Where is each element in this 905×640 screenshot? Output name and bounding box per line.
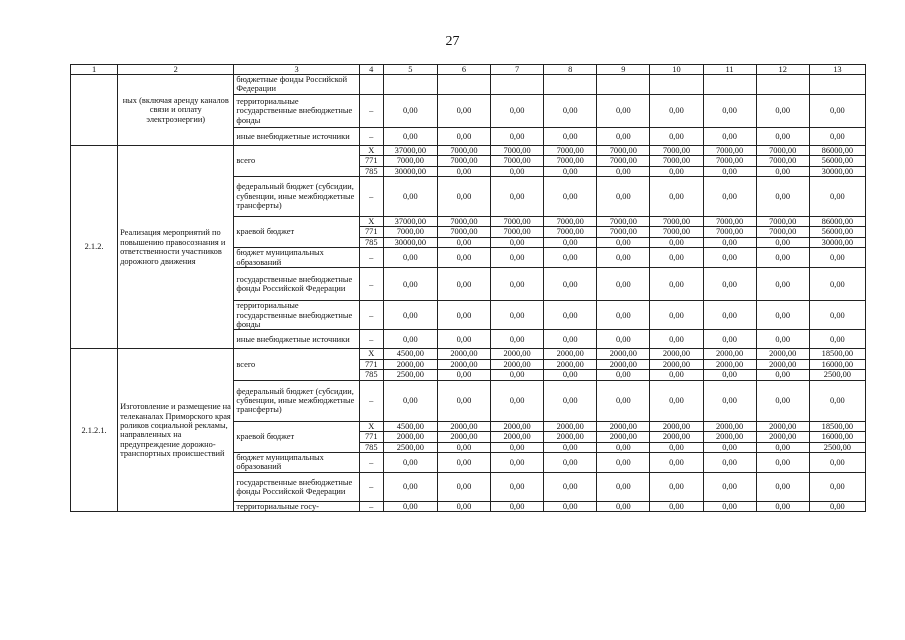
col-header: 6 — [437, 65, 490, 75]
year-value: 0,00 — [544, 442, 597, 452]
year-value: 0,00 — [703, 127, 756, 145]
year-value: 0,00 — [650, 330, 703, 349]
year-value: 2000,00 — [650, 421, 703, 431]
budget-code: – — [359, 472, 383, 501]
year-value: 0,00 — [756, 127, 809, 145]
year-value: 0,00 — [756, 380, 809, 421]
year-value: 0,00 — [383, 127, 437, 145]
budget-code: 785 — [359, 370, 383, 380]
year-value: 0,00 — [597, 237, 650, 247]
year-value: 2000,00 — [544, 432, 597, 442]
year-value: 0,00 — [756, 237, 809, 247]
funding-source: территориальные государственные внебюджетные фонды — [234, 94, 359, 127]
year-value: 2000,00 — [703, 349, 756, 359]
year-value: 0,00 — [597, 330, 650, 349]
year-value: 0,00 — [437, 501, 490, 511]
col-header: 2 — [118, 65, 234, 75]
year-value: 0,00 — [650, 248, 703, 268]
budget-code: – — [359, 177, 383, 217]
year-value: 7000,00 — [703, 217, 756, 227]
year-value: 0,00 — [383, 472, 437, 501]
total-value: 30000,00 — [809, 237, 865, 247]
year-value: 0,00 — [756, 452, 809, 472]
total-value: 86000,00 — [809, 145, 865, 155]
year-value: 37000,00 — [383, 145, 437, 155]
year-value: 0,00 — [383, 177, 437, 217]
col-header: 3 — [234, 65, 359, 75]
total-value: 0,00 — [809, 248, 865, 268]
year-value: 2000,00 — [756, 349, 809, 359]
budget-code: – — [359, 380, 383, 421]
col-header: 5 — [383, 65, 437, 75]
budget-code: 785 — [359, 442, 383, 452]
year-value: 0,00 — [650, 370, 703, 380]
year-value: 2000,00 — [437, 432, 490, 442]
total-value: 0,00 — [809, 330, 865, 349]
year-value: 0,00 — [544, 301, 597, 330]
budget-code: 771 — [359, 359, 383, 369]
year-value: 30000,00 — [383, 237, 437, 247]
year-value: 0,00 — [437, 177, 490, 217]
year-value: 2000,00 — [491, 349, 544, 359]
budget-code: – — [359, 268, 383, 301]
year-value: 2000,00 — [597, 421, 650, 431]
funding-source: краевой бюджет — [234, 421, 359, 452]
year-value: 0,00 — [597, 94, 650, 127]
year-value: 2000,00 — [756, 432, 809, 442]
year-value: 0,00 — [544, 248, 597, 268]
year-value: 0,00 — [544, 177, 597, 217]
year-value: 0,00 — [383, 301, 437, 330]
year-value: 7000,00 — [756, 227, 809, 237]
col-header: 1 — [71, 65, 118, 75]
total-value: 16000,00 — [809, 432, 865, 442]
total-value: 0,00 — [809, 452, 865, 472]
year-value: 2000,00 — [491, 432, 544, 442]
year-value: 0,00 — [544, 237, 597, 247]
year-value: 7000,00 — [756, 145, 809, 155]
total-value: 2500,00 — [809, 442, 865, 452]
header-row — [71, 65, 866, 75]
funding-source: бюджетные фонды Российской Федерации — [234, 75, 359, 95]
year-value: 0,00 — [491, 94, 544, 127]
budget-code: Х — [359, 349, 383, 359]
year-value: 0,00 — [703, 94, 756, 127]
year-value — [650, 75, 703, 95]
year-value: 2000,00 — [544, 421, 597, 431]
year-value: 0,00 — [544, 330, 597, 349]
col-header: 12 — [756, 65, 809, 75]
year-value: 0,00 — [437, 380, 490, 421]
budget-code: 785 — [359, 166, 383, 176]
total-value: 0,00 — [809, 472, 865, 501]
year-value: 0,00 — [437, 330, 490, 349]
total-value: 0,00 — [809, 501, 865, 511]
year-value — [756, 75, 809, 95]
year-value: 2000,00 — [597, 349, 650, 359]
year-value: 0,00 — [437, 472, 490, 501]
year-value: 0,00 — [597, 177, 650, 217]
table-row — [71, 145, 866, 155]
year-value: 0,00 — [597, 370, 650, 380]
year-value: 0,00 — [491, 248, 544, 268]
year-value: 0,00 — [597, 301, 650, 330]
year-value: 2000,00 — [491, 359, 544, 369]
year-value: 0,00 — [756, 442, 809, 452]
year-value: 0,00 — [650, 237, 703, 247]
year-value: 2000,00 — [383, 432, 437, 442]
measure-name: ных (включая аренду каналов связи и оплату электроэнергии) — [118, 75, 234, 146]
year-value: 0,00 — [383, 268, 437, 301]
year-value: 0,00 — [650, 452, 703, 472]
year-value: 7000,00 — [491, 217, 544, 227]
budget-table — [70, 64, 866, 512]
year-value: 0,00 — [597, 442, 650, 452]
year-value: 0,00 — [437, 268, 490, 301]
year-value: 0,00 — [383, 330, 437, 349]
year-value: 0,00 — [437, 370, 490, 380]
year-value: 2000,00 — [756, 421, 809, 431]
funding-source: территориальные госу- — [234, 501, 359, 511]
year-value: 0,00 — [650, 472, 703, 501]
year-value: 0,00 — [437, 94, 490, 127]
year-value: 0,00 — [650, 442, 703, 452]
year-value: 0,00 — [703, 166, 756, 176]
year-value: 2000,00 — [703, 421, 756, 431]
year-value: 0,00 — [703, 442, 756, 452]
col-header: 13 — [809, 65, 865, 75]
year-value: 0,00 — [756, 166, 809, 176]
funding-source: всего — [234, 145, 359, 176]
year-value: 0,00 — [437, 166, 490, 176]
year-value: 0,00 — [703, 248, 756, 268]
year-value: 0,00 — [383, 501, 437, 511]
year-value: 7000,00 — [544, 227, 597, 237]
year-value: 0,00 — [756, 501, 809, 511]
year-value: 2000,00 — [650, 432, 703, 442]
year-value: 7000,00 — [650, 156, 703, 166]
total-value: 16000,00 — [809, 359, 865, 369]
funding-source: государственные внебюджетные фонды Российской Федерации — [234, 472, 359, 501]
col-header: 9 — [597, 65, 650, 75]
year-value: 0,00 — [491, 472, 544, 501]
year-value: 0,00 — [544, 370, 597, 380]
year-value: 7000,00 — [437, 227, 490, 237]
year-value: 7000,00 — [437, 156, 490, 166]
year-value: 0,00 — [491, 380, 544, 421]
col-header: 11 — [703, 65, 756, 75]
year-value: 0,00 — [544, 94, 597, 127]
year-value: 2000,00 — [491, 421, 544, 431]
budget-code: – — [359, 127, 383, 145]
col-header: 4 — [359, 65, 383, 75]
year-value: 0,00 — [437, 452, 490, 472]
year-value: 0,00 — [491, 166, 544, 176]
year-value: 0,00 — [437, 237, 490, 247]
year-value: 0,00 — [650, 166, 703, 176]
year-value: 2000,00 — [703, 359, 756, 369]
year-value — [703, 75, 756, 95]
total-value — [809, 75, 865, 95]
year-value: 0,00 — [597, 268, 650, 301]
year-value: 7000,00 — [491, 145, 544, 155]
budget-code: – — [359, 301, 383, 330]
year-value: 2000,00 — [597, 432, 650, 442]
year-value: 0,00 — [597, 501, 650, 511]
year-value: 0,00 — [703, 330, 756, 349]
year-value: 7000,00 — [437, 145, 490, 155]
page-number: 27 — [445, 34, 460, 49]
total-value: 18500,00 — [809, 349, 865, 359]
table-row — [71, 75, 866, 95]
measure-name: Реализация мероприятий по повышению правосознания и ответственности участников дорожного движения — [118, 145, 234, 349]
year-value: 0,00 — [597, 166, 650, 176]
col-header: 8 — [544, 65, 597, 75]
year-value: 0,00 — [756, 301, 809, 330]
year-value: 2000,00 — [650, 349, 703, 359]
year-value: 2500,00 — [383, 442, 437, 452]
year-value: 0,00 — [650, 127, 703, 145]
year-value: 7000,00 — [597, 217, 650, 227]
funding-source: бюджет муниципальных образований — [234, 248, 359, 268]
measure-name: Изготовление и размещение на телеканалах Приморского края роликов социальной рекламы, направленных на предупреждение дорожно-транспортных происшествий — [118, 349, 234, 512]
funding-source: федеральный бюджет (субсидии, субвенции, иные межбюджетные трансферты) — [234, 177, 359, 217]
year-value: 0,00 — [544, 472, 597, 501]
total-value: 0,00 — [809, 177, 865, 217]
year-value: 0,00 — [756, 370, 809, 380]
year-value: 0,00 — [544, 127, 597, 145]
year-value: 0,00 — [756, 330, 809, 349]
total-value: 0,00 — [809, 380, 865, 421]
table-body — [71, 75, 866, 512]
year-value: 0,00 — [491, 370, 544, 380]
year-value: 7000,00 — [437, 217, 490, 227]
year-value: 7000,00 — [544, 145, 597, 155]
budget-code: 771 — [359, 156, 383, 166]
funding-source: всего — [234, 349, 359, 380]
total-value: 56000,00 — [809, 156, 865, 166]
year-value: 2500,00 — [383, 370, 437, 380]
measure-code: 2.1.2.1. — [71, 349, 118, 512]
year-value: 0,00 — [597, 127, 650, 145]
year-value: 30000,00 — [383, 166, 437, 176]
year-value: 2000,00 — [437, 359, 490, 369]
year-value: 0,00 — [383, 452, 437, 472]
total-value: 2500,00 — [809, 370, 865, 380]
year-value: 2000,00 — [383, 359, 437, 369]
year-value: 4500,00 — [383, 421, 437, 431]
year-value: 0,00 — [703, 177, 756, 217]
year-value: 7000,00 — [597, 156, 650, 166]
budget-code: – — [359, 248, 383, 268]
measure-code — [71, 75, 118, 146]
year-value: 0,00 — [703, 268, 756, 301]
year-value: 7000,00 — [383, 227, 437, 237]
year-value: 7000,00 — [383, 156, 437, 166]
year-value: 0,00 — [597, 248, 650, 268]
budget-code: Х — [359, 421, 383, 431]
year-value: 0,00 — [437, 127, 490, 145]
total-value: 0,00 — [809, 127, 865, 145]
year-value: 0,00 — [491, 501, 544, 511]
funding-source: иные внебюджетные источники — [234, 127, 359, 145]
year-value: 2000,00 — [703, 432, 756, 442]
year-value: 0,00 — [437, 301, 490, 330]
year-value: 2000,00 — [756, 359, 809, 369]
funding-source: иные внебюджетные источники — [234, 330, 359, 349]
year-value: 7000,00 — [650, 145, 703, 155]
budget-code: – — [359, 501, 383, 511]
year-value: 7000,00 — [703, 145, 756, 155]
year-value: 7000,00 — [491, 227, 544, 237]
year-value: 0,00 — [544, 501, 597, 511]
year-value: 0,00 — [597, 380, 650, 421]
col-header: 10 — [650, 65, 703, 75]
budget-code — [359, 75, 383, 95]
year-value: 37000,00 — [383, 217, 437, 227]
year-value: 0,00 — [491, 127, 544, 145]
year-value: 0,00 — [650, 94, 703, 127]
year-value: 0,00 — [383, 248, 437, 268]
column-number-header — [71, 65, 866, 75]
year-value: 0,00 — [491, 237, 544, 247]
year-value — [597, 75, 650, 95]
year-value: 0,00 — [491, 330, 544, 349]
year-value: 0,00 — [491, 442, 544, 452]
budget-code: – — [359, 330, 383, 349]
year-value — [383, 75, 437, 95]
year-value: 0,00 — [491, 268, 544, 301]
year-value: 7000,00 — [703, 227, 756, 237]
year-value: 2000,00 — [437, 349, 490, 359]
year-value: 0,00 — [650, 301, 703, 330]
total-value: 86000,00 — [809, 217, 865, 227]
year-value: 7000,00 — [491, 156, 544, 166]
year-value: 0,00 — [437, 248, 490, 268]
total-value: 56000,00 — [809, 227, 865, 237]
year-value: 0,00 — [597, 452, 650, 472]
year-value: 0,00 — [756, 248, 809, 268]
year-value: 0,00 — [703, 301, 756, 330]
budget-code: Х — [359, 217, 383, 227]
year-value — [544, 75, 597, 95]
measure-code: 2.1.2. — [71, 145, 118, 349]
budget-code: 785 — [359, 237, 383, 247]
funding-source: краевой бюджет — [234, 217, 359, 248]
year-value: 0,00 — [756, 94, 809, 127]
budget-code: 771 — [359, 432, 383, 442]
year-value: 0,00 — [544, 452, 597, 472]
year-value: 0,00 — [650, 501, 703, 511]
year-value: 0,00 — [383, 94, 437, 127]
funding-source: территориальные государственные внебюджетные фонды — [234, 301, 359, 330]
year-value: 0,00 — [703, 237, 756, 247]
col-header: 7 — [491, 65, 544, 75]
year-value: 2000,00 — [437, 421, 490, 431]
year-value: 0,00 — [650, 268, 703, 301]
year-value — [491, 75, 544, 95]
table-row — [71, 349, 866, 359]
year-value: 7000,00 — [650, 227, 703, 237]
year-value: 0,00 — [703, 501, 756, 511]
year-value: 0,00 — [491, 452, 544, 472]
year-value: 0,00 — [703, 370, 756, 380]
total-value: 18500,00 — [809, 421, 865, 431]
year-value: 0,00 — [544, 268, 597, 301]
year-value: 7000,00 — [756, 217, 809, 227]
year-value: 7000,00 — [703, 156, 756, 166]
year-value: 7000,00 — [597, 145, 650, 155]
year-value: 7000,00 — [650, 217, 703, 227]
year-value: 7000,00 — [597, 227, 650, 237]
year-value: 0,00 — [756, 177, 809, 217]
year-value: 0,00 — [650, 177, 703, 217]
budget-code: – — [359, 94, 383, 127]
year-value: 0,00 — [383, 380, 437, 421]
funding-source: государственные внебюджетные фонды Российской Федерации — [234, 268, 359, 301]
year-value: 2000,00 — [650, 359, 703, 369]
year-value: 2000,00 — [597, 359, 650, 369]
total-value: 0,00 — [809, 301, 865, 330]
total-value: 0,00 — [809, 268, 865, 301]
year-value: 0,00 — [544, 380, 597, 421]
year-value: 7000,00 — [544, 156, 597, 166]
year-value: 2000,00 — [544, 349, 597, 359]
year-value: 0,00 — [437, 442, 490, 452]
budget-code: 771 — [359, 227, 383, 237]
year-value — [437, 75, 490, 95]
year-value: 0,00 — [756, 472, 809, 501]
total-value: 30000,00 — [809, 166, 865, 176]
year-value: 0,00 — [756, 268, 809, 301]
budget-code: Х — [359, 145, 383, 155]
budget-code: – — [359, 452, 383, 472]
year-value: 7000,00 — [756, 156, 809, 166]
funding-source: бюджет муниципальных образований — [234, 452, 359, 472]
funding-source: федеральный бюджет (субсидии, субвенции, иные межбюджетные трансферты) — [234, 380, 359, 421]
year-value: 0,00 — [703, 472, 756, 501]
year-value: 7000,00 — [544, 217, 597, 227]
year-value: 0,00 — [703, 380, 756, 421]
year-value: 4500,00 — [383, 349, 437, 359]
year-value: 2000,00 — [544, 359, 597, 369]
year-value: 0,00 — [491, 301, 544, 330]
year-value: 0,00 — [597, 472, 650, 501]
year-value: 0,00 — [703, 452, 756, 472]
year-value: 0,00 — [491, 177, 544, 217]
year-value: 0,00 — [650, 380, 703, 421]
total-value: 0,00 — [809, 94, 865, 127]
year-value: 0,00 — [544, 166, 597, 176]
